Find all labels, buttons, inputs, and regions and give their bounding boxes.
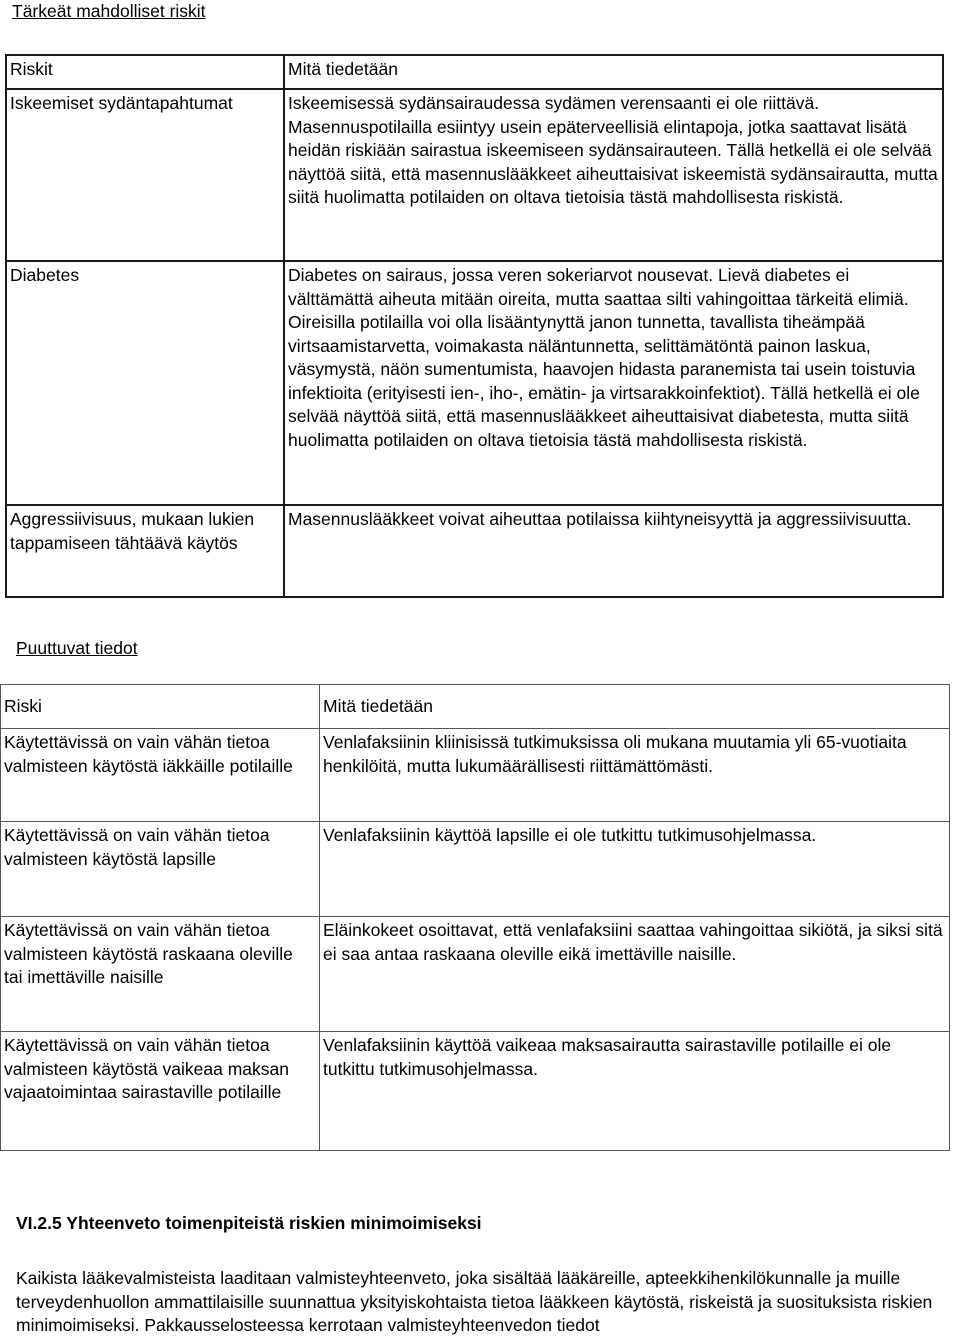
info-cell [284,89,943,261]
risk-label: Käytettävissä on vain vähän tietoa valmisteen käytöstä iäkkäille potilaille [4,732,293,776]
header-label: Riski [4,695,42,716]
risk-label: Iskeemiset sydäntapahtumat [10,93,233,113]
risk-column-header [6,55,284,89]
table-header-row [6,55,943,89]
info-text: Eläinkokeet osoittavat, että venlafaksiini saattaa vahingoittaa sikiötä, ja siksi sitä ei saa antaa raskaana oleville eikä imettäville naisille. [323,920,943,964]
risk-cell [1,1032,320,1151]
table-row [6,89,943,261]
important-risks-table [5,54,944,598]
info-cell [284,505,943,597]
missing-info-table [0,684,950,1151]
risk-cell [1,822,320,917]
info-cell [320,1032,950,1151]
risk-label: Aggressiivisuus, mukaan lukien tappamiseen tähtäävä käytös [10,509,255,553]
info-cell [320,917,950,1032]
risk-label: Käytettävissä on vain vähän tietoa valmisteen käytöstä raskaana oleville tai imettäville naisille [4,920,293,987]
missing-info-title: Puuttuvat tiedot [16,638,138,658]
info-text: Diabetes on sairaus, jossa veren sokeriarvot nousevat. Lievä diabetes ei välttämättä aiheuta mitään oireita, mutta saattaa silti vahingoittaa tärkeitä elimiä. Oireisilla potilailla voi olla lisääntynyttä janon tunnetta, tavallista tiheämpää virtsaamistarvetta, voimakasta näläntunnetta, selittämätöntä painon laskua, väsymystä, näön sumentumista, haavojen hidasta paranemista tai usein toistuvia infektioita (erityisesti ien-, iho-, emätin- ja virtsarakkoinfektiot). Tällä hetkellä ei ole selvää näyttöä siitä, että masennuslääkkeet aiheuttaisivat diabetesta, mutta siitä huolimatta potilaiden on oltava tietoisia tästä mahdollisesta riskistä. [288,265,920,450]
info-column-header [320,685,950,729]
info-text: Venlafaksiinin käyttöä vaikeaa maksasairautta sairastaville potilaille ei ole tutkittu tutkimusohjelmassa. [323,1035,892,1079]
summary-heading: VI.2.5 Yhteenveto toimenpiteistä riskien minimoimiseksi [16,1213,482,1233]
risk-label: Käytettävissä on vain vähän tietoa valmisteen käytöstä lapsille [4,825,270,869]
risk-cell [1,917,320,1032]
risk-column-header [1,685,320,729]
header-label: Mitä tiedetään [288,59,398,79]
risk-label: Diabetes [10,265,80,285]
summary-paragraph: Kaikista lääkevalmisteista laaditaan valmisteyhteenveto, joka sisältää lääkäreille, apteekkihenkilökunnalle ja muille terveydenhuollon ammattilaisille suunnattua yksityiskohtaista tietoa lääkkeen käytöstä, riskeistä ja suosituksista riskien minimoimiseksi. Pakkausselosteessa kerrotaan valmisteyhteenvedon tiedot [16,1268,933,1335]
header-label: Mitä tiedetään [323,695,433,716]
info-column-header [284,55,943,89]
info-text: Iskeemisessä sydänsairaudessa sydämen verensaanti ei ole riittävä. Masennuspotilailla esiintyy usein epäterveellisiä elintapoja, jotka saattavat lisätä heidän riskiään sairastua iskeemiseen sydänsairauteen. Tällä hetkellä ei ole selvää näyttöä siitä, että masennuslääkkeet aiheuttaisivat iskeemistä sydänsairautta, mutta siitä huolimatta potilaiden on oltava tietoisia tästä mahdollisesta riskistä. [288,93,938,207]
info-cell [320,822,950,917]
table-row [6,261,943,505]
table-row [1,729,950,822]
header-label: Riskit [10,59,53,79]
risk-cell [1,729,320,822]
important-risks-title: Tärkeät mahdolliset riskit [12,1,206,21]
risk-cell [6,89,284,261]
info-text: Venlafaksiinin kliinisissä tutkimuksissa oli mukana muutamia yli 65-vuotiaita henkilöitä, mutta lukumäärällisesti riittämättömästi. [323,732,907,776]
table-row [6,505,943,597]
risk-cell [6,505,284,597]
risk-label: Käytettävissä on vain vähän tietoa valmisteen käytöstä vaikeaa maksan vajaatoimintaa sairastaville potilaille [4,1035,289,1102]
info-text: Masennuslääkkeet voivat aiheuttaa potilaissa kiihtyneisyyttä ja aggressiivisuutta. [288,509,912,529]
table-header-row [1,685,950,729]
table-row [1,917,950,1032]
info-cell [320,729,950,822]
risk-cell [6,261,284,505]
info-cell [284,261,943,505]
table-row [1,822,950,917]
table-row [1,1032,950,1151]
info-text: Venlafaksiinin käyttöä lapsille ei ole tutkittu tutkimusohjelmassa. [323,825,817,845]
